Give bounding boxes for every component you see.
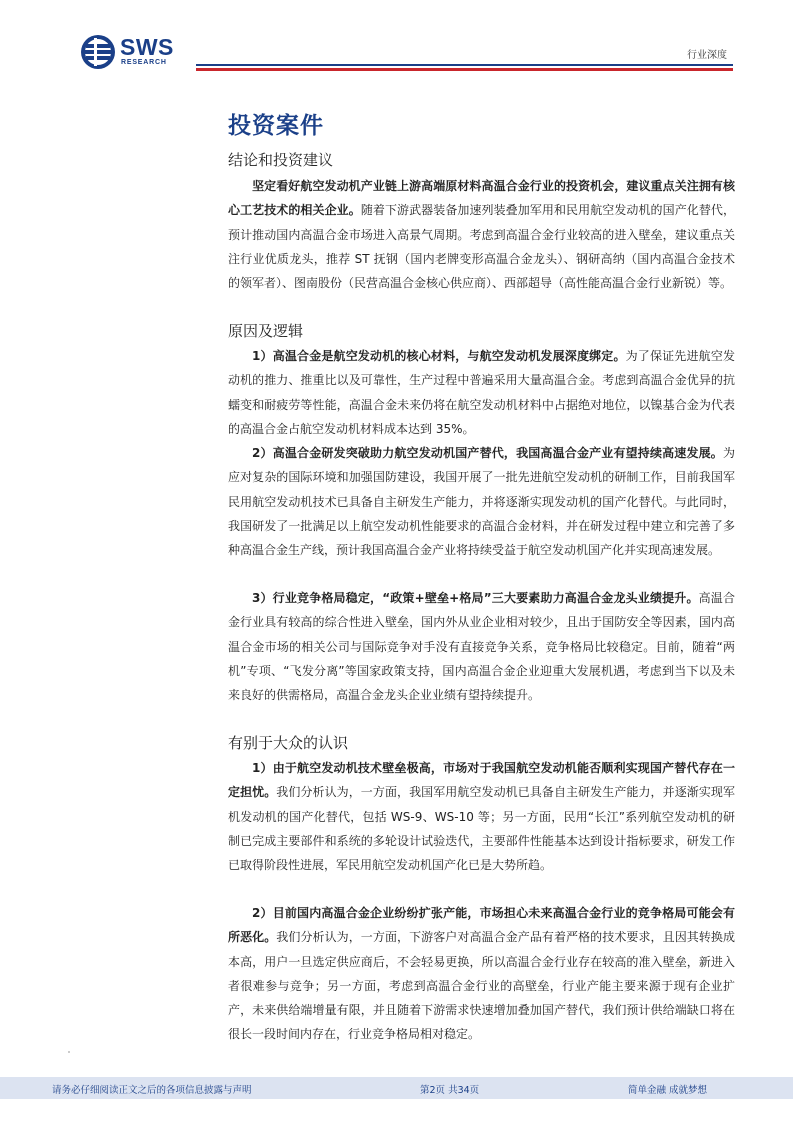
paragraph-lead: 1）由于航空发动机技术壁垒极高，市场对于我国航空发动机能否顺利实现国产替代存在一定担忧。 <box>228 761 735 800</box>
paragraph-conclusion <box>228 174 735 295</box>
paragraph-body: 我们分析认为，一方面，我国军用航空发动机已具备自主研发生产能力，并逐渐实现军机发动机的国产化替代，包括 WS-9、WS-10 等；另一方面，民用“长江”系列航空发动机的研制已完成主要部件和系统的多轮设计试验迭代，主要部件性能基本达到设计指标要求，研发工作已取得阶段性进展，军民用航空发动机国产化已是大势所趋。 <box>228 785 735 873</box>
footer-slogan: 简单金融 成就梦想 <box>628 1085 708 1096</box>
paragraph-logic-2 <box>228 441 735 562</box>
footer-disclaimer: 请务必仔细阅读正文之后的各项信息披露与声明 <box>52 1085 252 1096</box>
section-heading-conclusion: 结论和投资建议 <box>228 151 334 169</box>
paragraph-body: 我们分析认为，一方面，下游客户对高温合金产品有着严格的技术要求，且因其转换成本高，用户一旦选定供应商后，不会轻易更换，所以高温合金行业存在较高的准入壁垒，新进入者很难参与竞争；另一方面，考虑到高温合金行业的高壁垒，行业产能主要来源于现有企业扩产，未来供给端增量有限，并且随着下游需求快速增加叠加国产替代，我们预计供给端缺口将在很长一段时间内存在，行业竞争格局相对稳定。 <box>228 930 735 1042</box>
paragraph-body: 随着下游武器装备加速列装叠加军用和民用航空发动机的国产化替代，预计推动国内高温合金市场进入高景气周期。考虑到高温合金行业较高的进入壁垒，建议重点关注行业优质龙头，推荐 ST 抚钢（国内老牌变形高温合金龙头）、钢研高纳（国内高温合金技术的领军者）、图南股份（民营高温合金核心供应商）、西部超导（高性能高温合金行业新锐）等。 <box>228 203 735 291</box>
header-rule-red <box>196 68 733 71</box>
paragraph-lead: 1）高温合金是航空发动机的核心材料，与航空发动机发展深度绑定。 <box>252 349 626 363</box>
paragraph-different-1 <box>228 756 735 877</box>
paragraph-different-2 <box>228 901 735 1047</box>
paragraph-logic-3 <box>228 586 735 707</box>
company-logo <box>80 34 190 74</box>
sws-logo-icon <box>80 34 116 70</box>
paragraph-lead: 2）目前国内高温合金企业纷纷扩张产能，市场担心未来高温合金行业的竞争格局可能会有所恶化。 <box>228 906 735 945</box>
logo-subtext: RESEARCH <box>121 59 167 66</box>
header-rule-blue <box>196 64 733 66</box>
section-heading-different-view: 有别于大众的认识 <box>228 734 349 752</box>
paragraph-body: 高温合金行业具有较高的综合性进入壁垒，国内外从业企业相对较少，且出于国防安全等因素，国内高温合金市场的相关公司与国际竞争对手没有直接竞争关系，竞争格局比较稳定。目前，随着“两机”专项、“飞发分离”等国家政策支持，国内高温合金企业迎重大发展机遇，考虑到当下以及未来良好的供需格局，高温合金龙头企业业绩有望持续提升。 <box>228 591 735 703</box>
report-type-tag: 行业深度 <box>687 50 727 61</box>
section-heading-logic: 原因及逻辑 <box>228 322 304 340</box>
logo-text: SWS <box>120 34 174 60</box>
paragraph-lead: 3）行业竞争格局稳定，“政策+壁垒+格局”三大要素助力高温合金龙头业绩提升。 <box>252 591 699 605</box>
paragraph-logic-1 <box>228 344 735 441</box>
page-title: 投资案件 <box>228 113 324 139</box>
margin-mark <box>68 1051 70 1053</box>
paragraph-body: 为应对复杂的国际环境和加强国防建设，我国开展了一批先进航空发动机的研制工作，目前我国军民用航空发动机技术已具备自主研发生产能力，并将逐渐实现发动机的国产化替代。与此同时，我国研发了一批满足以上航空发动机性能要求的高温合金材料，并在研发过程中建立和完善了多种高温合金生产线，预计我国高温合金产业将持续受益于航空发动机国产化并实现高速发展。 <box>228 446 735 558</box>
paragraph-lead: 坚定看好航空发动机产业链上游高端原材料高温合金行业的投资机会，建议重点关注拥有核心工艺技术的相关企业。 <box>228 179 735 218</box>
footer-page-number: 第2页 共34页 <box>420 1085 480 1096</box>
paragraph-body: 为了保证先进航空发动机的推力、推重比以及可靠性，生产过程中普遍采用大量高温合金。考虑到高温合金优异的抗蠕变和耐疲劳等性能，高温合金未来仍将在航空发动机材料中占据绝对地位，以镍基合金为代表的高温合金占航空发动机材料成本达到 35%。 <box>228 349 735 436</box>
paragraph-lead: 2）高温合金研发突破助力航空发动机国产替代，我国高温合金产业有望持续高速发展。 <box>252 446 723 460</box>
